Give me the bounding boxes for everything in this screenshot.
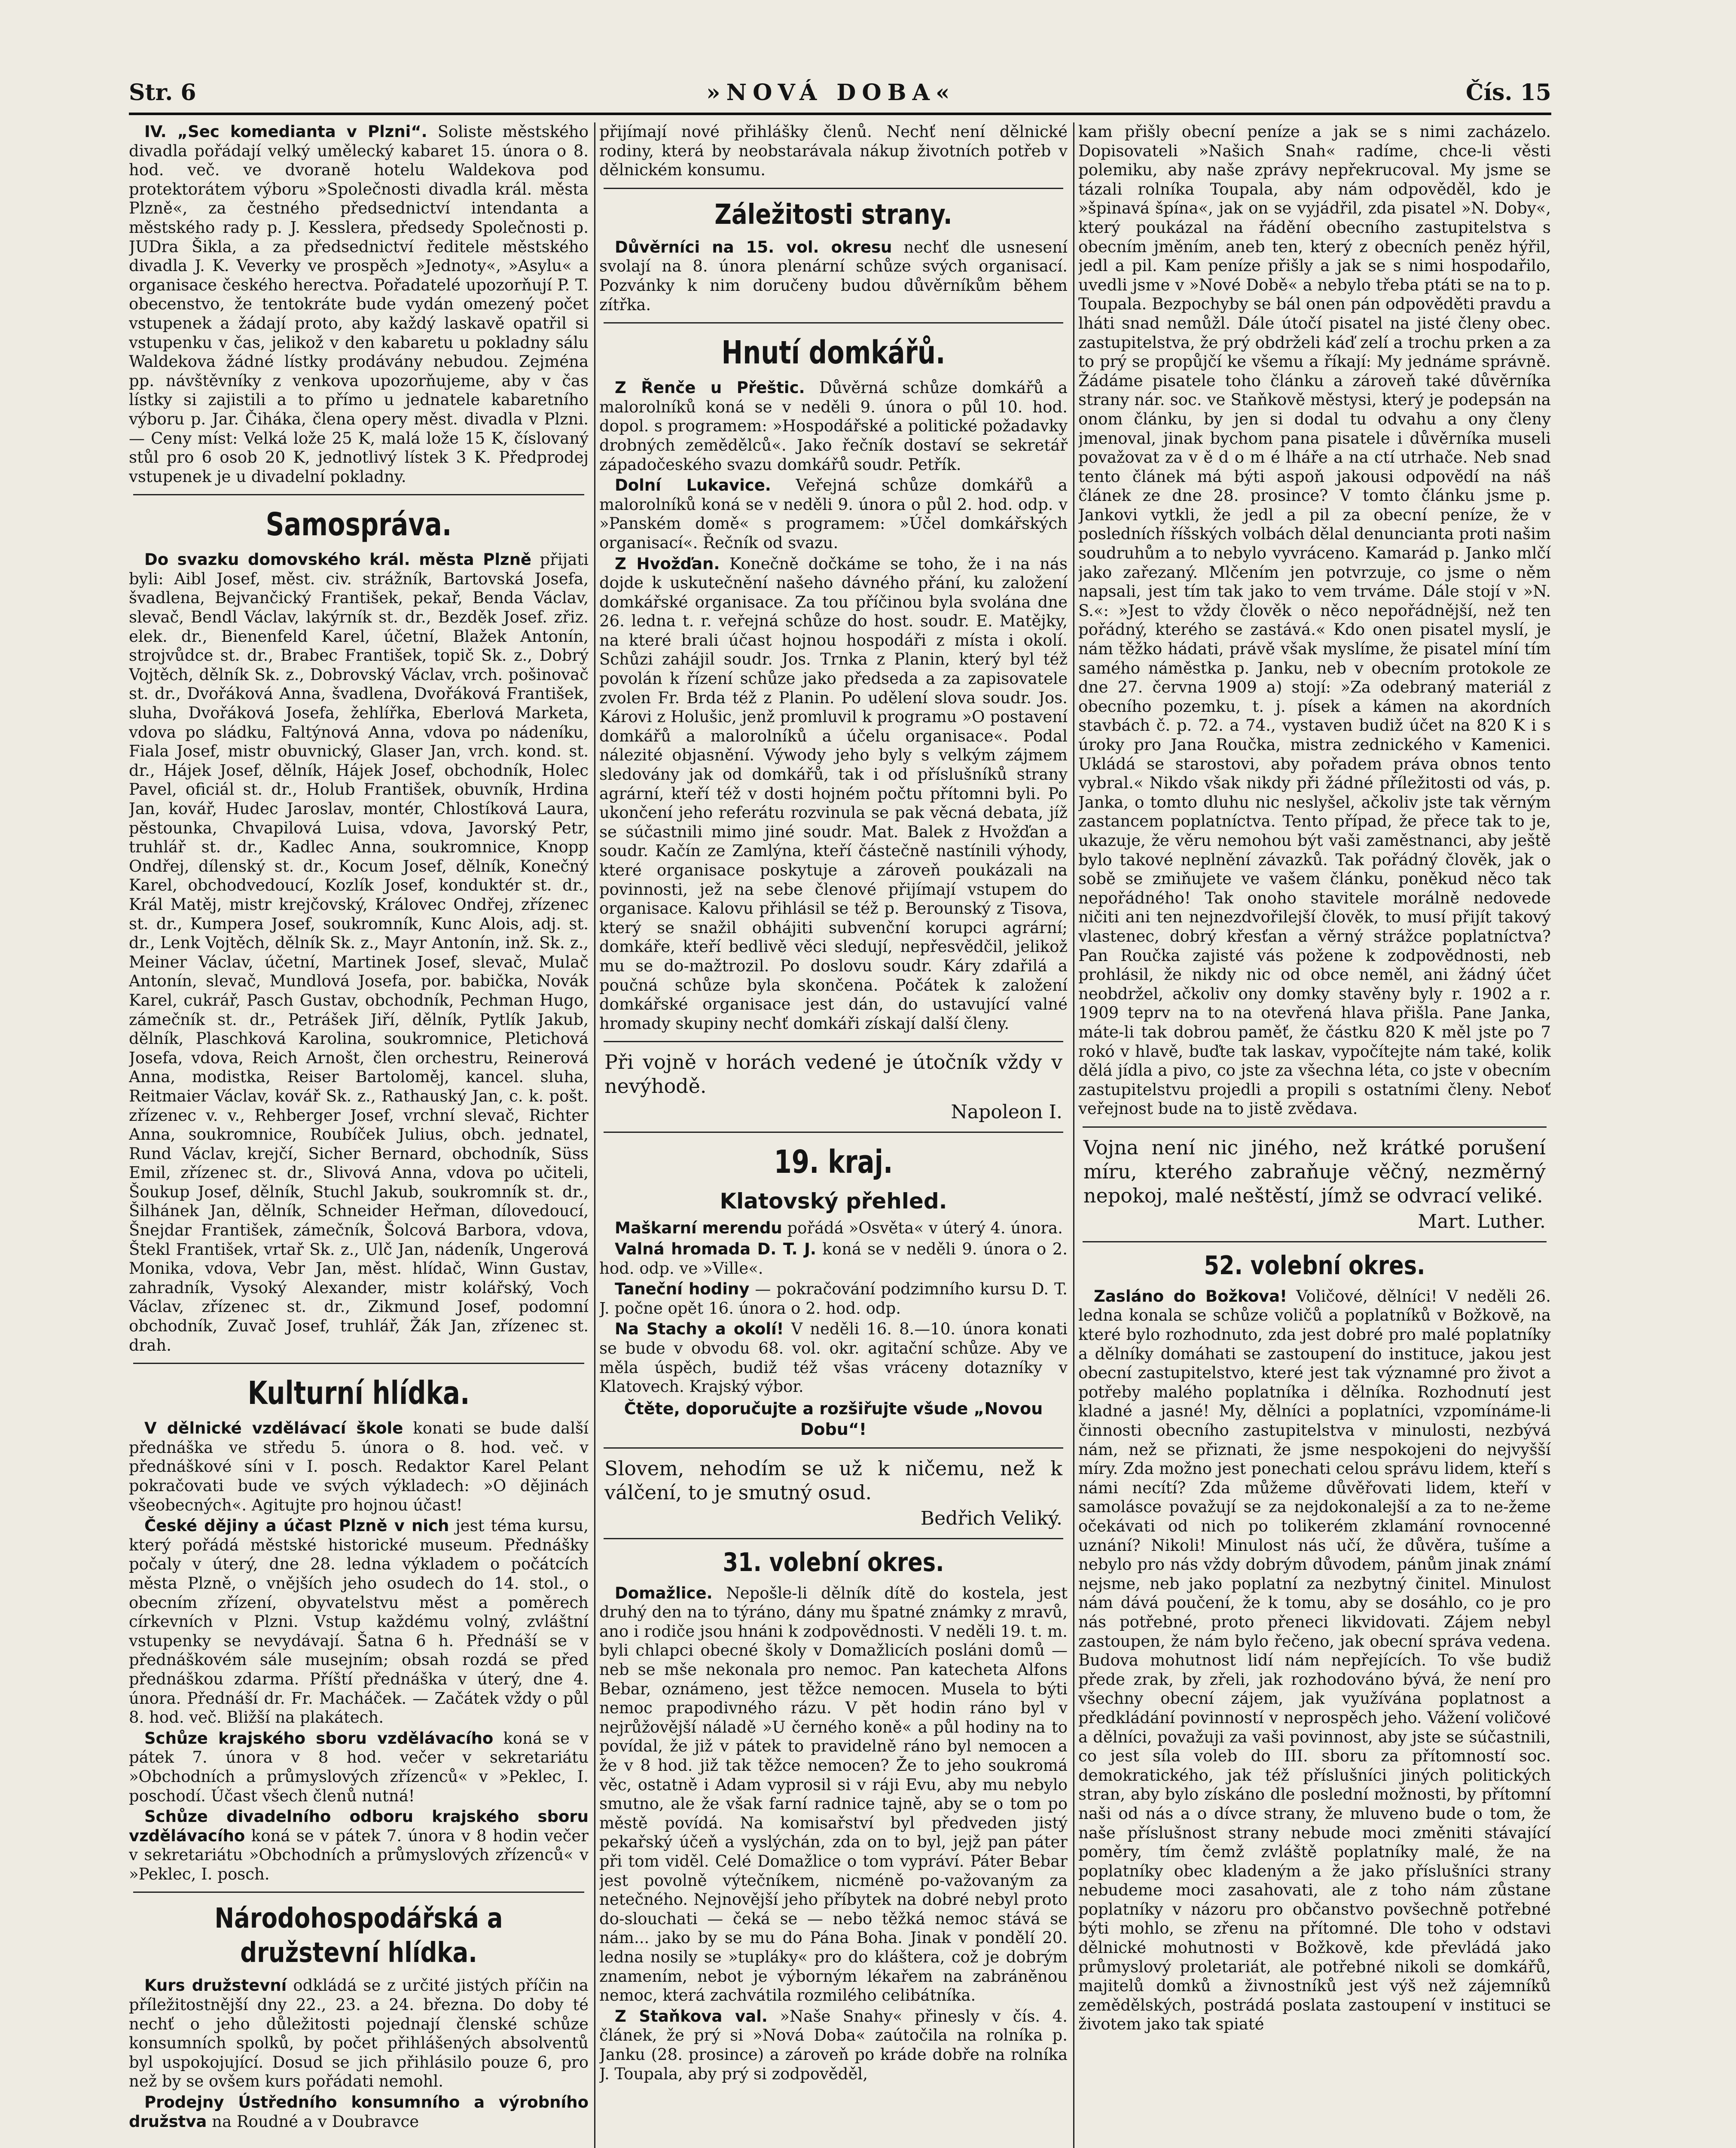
article-lead: Důvěrníci na 15. vol. okresu xyxy=(615,238,892,256)
divider xyxy=(604,1132,1063,1133)
quote-napoleon: Při vojně v horách vedené je útočník vždy v nevýhodě. xyxy=(604,1050,1062,1098)
article-lead: Z Hvožďan. xyxy=(615,554,720,573)
article-lead: Dolní Lukavice. xyxy=(615,476,771,495)
article-lead: IV. „Sec komedianta v Plzni“. xyxy=(144,122,427,141)
article-trustees xyxy=(599,238,1068,314)
article-body: Nepošle-li dělník dítě do kostela, jest druhý den na to týráno, dány mu špatné známky z mravů, ano i rodiče jsou hnáni k zodpovědnosti. V neděli 19. t. m. byli chlapci obecné školy v Domažlicích posláni domů — neb se mše nekonala pro nemoc. Pan katecheta Alfons Bebar, oznámeno, jest těžce nemocen. Musela to býti nemoc prapodivného rázu. V pět hodin ráno byl v nejrůžovější náladě »U černého koně« a půl hodiny na to povídal, že již v pátek to pravidelně ráno byl nemocen a že v 8 hod. již tak těžce nemocen? Že to jeho soukromá věc, ostatně i Adam vyprosil si v ráji Evu, aby mu nebylo smutno, ale že však farní radnice tajně, aby se o tom po městě povídá. Na komisařství byl předveden jistý pekařský účeň a vyslýchán, zda on to byl, jejž pan páter při tom viděl. Celé Domažlice o tom vypráví. Páter Bebar jest povolně výtečníkem, nicméně po-važovaným za netečného. Nejnovější jeho příbytek na dobré nebyl proto do-slouchati — čeká se — nebo těžká nemoc stává se nám... jako by se mu do Pána Boha. Jinak v pondělí 20. ledna nosily se »tupláky« pro do kláštera, což je dobrým znamením, nebot je výborným lékařem na zabráněnou nemoc, která zachvátila rozmilého celibátníka. xyxy=(599,1584,1068,2005)
column-rule-1 xyxy=(594,122,595,2148)
quote-frederick: Slovem, nehodím se už k ničemu, než k válčení, to je smutný osud. xyxy=(604,1456,1062,1504)
article-continuation: kam přišly obecní peníze a jak se s nimi zacházelo. Dopisovateli »Našich Snah« radíme, chce-li věsti polemiku, aby naše zprávy nepřekrucoval. My jsme se tázali rolníka Toupala, aby nám odpověděl, kdo je »špinavá špína«, jak on se vyjádřil, zda pisatel »N. Doby«, který poukázal na řádění obecního zastupitelstva s obecním jměním, aneb ten, který z obecních peněz hýřil, jedl a pil. Kam peníze přišly a jak se s nimi hospodařilo, uvedli jsme v »Nové Době« a nebylo třeba ptáti se na to p. Toupala. Bezpochyby se bál onen pán odpověděti pravdu a lháti snad nemůžl. Dále útočí pisatel na jisté členy obec. zastupitelstva, že prý obdrželi káď zelí a trochu prken a za to prý se propůjčí ke všemu a říkají: My jednáme správně. Žádáme pisatele toho článku a zároveň také důvěrníka strany nár. soc. ve Staňkově městysi, který je podepsán na onom článku, by jen si dodal tu odvahu a ony členy jmenoval, jinak bychom pana pisatele i důvěrníka museli považovat za v ě d o m é lháře a na ctí utrhače. Neb snad tento článek má býti aspoň jakousi odpovědí na náš článek ze dne 28. prosince? V tomto článku jsme p. Jankovi vytkli, že jedl a pil za obecní peníze, že v posledních říšských volbách dělal denuncianta proti našim soudruhům a to nebylo vyvráceno. Kamarád p. Janko mlčí jako zařezaný. Mlčením jen potvrzuje, co jsme o něm napsali, jest tím tak jako to vem trváme. Dále stojí v »N. S.«: »Jest to vždy člověk o něco nepořádnější, než ten pořádný, kterého se zastává.« Kdo onen pisatel myslí, je nám těžko hádati, právě však myslíme, že pisatel míní tím samého náměstka p. Janku, neb v obecním protokole ze dne 27. června 1909 a) stojí: »Za odebraný materiál z obecního pozemku, t. j. písek a kámen na akordních stavbách č. p. 72. a 74., vystaven budiž účet na 820 K i s úroky pro Jana Roučka, mistra zednického v Kamenici. Ukládá se starostovi, aby pořadem práva obnos tento vybral.« Nikdo však nikdy při žádné příležitosti od vás, p. Janka, o tomto dluhu nic neslyšel, ačkoliv jste tak věrným zastancem poplatníctva. Tento případ, že přece tak to je, ukazuje, že věru nemohou být vaši zaměstnanci, aby ještě bylo takové neplnění závazků. Tak pořádný člověk, jak o sobě se zmiňujete ve vašem článku, poněkud něco tak nepořádného! Tak onoho stavitele morálně nedovede ničiti ani ten nejnezdvořilejší člověk, to musí přijít takový vlastenec, dobrý křesťan a věrný strážce poplatníctva? Pan Roučka zajisté vás požene k zodpovědnosti, neb prohlásil, že nikdy nic od obce neměl, ani žádný účet neobdržel, ačkoliv ony domky stavěny byly r. 1902 a r. 1909 teprv na to na otevřená hlava přišla. Pane Janka, máte-li tak dobrou paměť, že částku 820 K měl jste po 7 rokó v hlavě, buďte tak laskav, vypočítejte nám také, kolik dělá jídla a pivo, co jste za všechna léta, co jste v obecním zastupitelstvu projedli a propili s ostatními členy. Neboť veřejnost bude na to jistě zvědava. xyxy=(1078,122,1551,1118)
article-lead: Domažlice. xyxy=(615,1584,713,1602)
article-continuation: přijímají nové přihlášky členů. Nechť není dělnické rodiny, která by neobstarávala nákup životních potřeb v dělnickém konsumu. xyxy=(599,122,1068,180)
article-lead: Kurs družstevní xyxy=(144,1976,287,1995)
article-merenda xyxy=(599,1219,1068,1238)
article-lead: Prodejny Ústředního konsumního a výrobního družstva xyxy=(129,2093,589,2131)
article-stachy xyxy=(599,1320,1068,1396)
quote-author: Napoleon I. xyxy=(951,1101,1062,1123)
article-body: koná se v pátek 7. února v 8 hod. večer v sekretariátu »Obchodních a průmyslových zřízenců« v »Peklec, I. poschodí. Účast všech členů nutná! xyxy=(129,1729,589,1805)
section-heading-narodohosp: Národohospodářská a družstevní hlídka. xyxy=(214,1903,503,1969)
article-renc xyxy=(599,378,1068,474)
divider xyxy=(604,322,1063,323)
call-to-readers: Čtěte, doporučujte a rozšiřujte všude „Novou Dobu“! xyxy=(624,1399,1043,1439)
article-body: odkládá se z určité jistých příčin na příležitostnější dny 22., 23. a 24. března. Do doby té nechť o jeho důležitosti pojednají členské schůze konsumních spolků, by počet přihlášených absolventů byl uspokojující. Dosud se jich přihlásilo pouze 6, pro než by se ovšem kurs pořádati nemohl. xyxy=(129,1976,589,2091)
article-dance xyxy=(599,1280,1068,1318)
divider xyxy=(604,188,1063,189)
newspaper-title: »NOVÁ DOBA« xyxy=(706,79,956,106)
quote-author: Bedřich Veliký. xyxy=(920,1507,1062,1529)
article-lead: Z Řenče u Přeštic. xyxy=(615,378,805,397)
section-subheading-klatovy: Klatovský přehled. xyxy=(720,1189,947,1214)
article-history xyxy=(129,1516,589,1727)
article-body: nechť dle usnesení svolají na 8. února plenární schůze svých organisací. Pozvánky k nim doručeny budou důvěrníkům během zítřka. xyxy=(599,238,1068,314)
quote-author: Mart. Luther. xyxy=(1418,1210,1546,1233)
article-stankov xyxy=(599,2007,1068,2084)
article-board-meeting xyxy=(129,1729,589,1806)
article-body: »Naše Snahy« přinesly v čís. 4. článek, že prý si »Nová Doba« zaútočila na rolníka p. Janku (28. prosince) a zároveň po kráde dobře na rolníka J. Toupala, aby prý si zodpověděl, xyxy=(599,2007,1068,2083)
section-heading-kulturni: Kulturní hlídka. xyxy=(247,1375,470,1412)
article-lead: Na Stachy a okolí! xyxy=(615,1320,784,1339)
article-body: koná se v neděli 9. února o 2. hod. odp. ve »Ville«. xyxy=(599,1239,1068,1278)
divider xyxy=(1083,1126,1547,1128)
article-valna xyxy=(599,1240,1068,1278)
article-cabaret xyxy=(129,122,589,486)
article-hvozdany xyxy=(599,555,1068,1034)
section-heading-kraj: 19. kraj. xyxy=(774,1144,893,1181)
article-lead: Do svazku domovského král. města Plzně xyxy=(144,550,532,569)
article-lead: Zasláno do Božkova! xyxy=(1094,1287,1287,1306)
article-domazlice xyxy=(599,1584,1068,2005)
article-lead: Schůze divadelního odboru krajského sboru vzdělávacího xyxy=(129,1807,589,1845)
article-lead: V dělnické vzdělávací škole xyxy=(144,1419,403,1438)
article-lead: České dějiny a účast Plzně v nich xyxy=(144,1516,449,1535)
quote-luther: Vojna není nic jiného, než krátké porušení míru, kterého zabraňuje věčný, nezměrný nepokoj, malé neštěstí, jímž se odvrací veliké. xyxy=(1083,1135,1546,1207)
divider xyxy=(604,1447,1063,1449)
article-body: Voličové, dělníci! V neděli 26. ledna konala se schůze voličů a poplatníků v Božkově, na které bylo rozhodnuto, zda jest dobré pro malé poplatníky a dělníky domáhati se zastoupení do instituce, jakou jest obecní zastupitelstvo, které jest tak významné pro život a potřeby malého poplatníka i dělníka. Rozhodnutí jest kladné a jasné! My, dělníci a poplatníci, vzpomínáme-li činnosti obecního zastupitelstva v minulosti, nezbývá nám, než se přiznati, že jsme nespokojeni do nejvyšší míry. Zda možno jest ponechati celou správu lidem, kteří s námi necítí? Zda můžeme důvěřovati lidem, kteří v samolásce považují se za nejdokonalejší a za to ne-žeme očekávati od nich po tolikerém zklamání rovnocenné uznání? Nikoli! Minulost nás učí, že důvěra, tušíme a nebylo pro nás vždy dobrým důvodem, pánům jinak známí nejsme, neb jako poplatní za nezbytný činitel. Minulost nám dává poučení, že k tomu, aby se dosáhlo, co je pro nás potřebné, proto přeneci likvidovati. Zájem nebyl zastoupen, že nám bylo řečeno, jak obecní správa vedena. Budova mohutnost lidí nám nepřejících. To vše budiž přede zrak, by zřeli, jak rozhodováno bývá, že není pro všechny obecní zájem, jak využívána poplatnost a předkládání povinností v neprospěch jeho. Vážení voličové a dělníci, považuji za vaši povinnost, aby jste se súčastnili, co jest síla voleb do III. sboru za přítomností soc. demokratického, jak též příslušníci jiných politických stran, aby bylo získáno dle poslední možnosti, by přítomní naši od nás a o dívce strany, že mluveno bude o tom, že naše příslušnost strany nebude moci změniti stávající poměry, tím čemž zvláště poplatníky malé, že na poplatníky obec kladeným a že jako příslušníci strany nebudeme moci zasahovati, ale z toho nám zůstane poplatníky v názoru pro občanstvo povšechně potřebné býti mohlo, se zřenu na přítomné. Dle toho v odstavi dělnické mohutnosti v Božkově, kde převládá jako průmyslový proletariát, ale potřebné nikoli se domkářů, majitelů domků a živnostníků jest výš než zájemníků zemědělských, postrádá poslata zastoupení v instituci se životem jako tak spiaté xyxy=(1078,1287,1551,2034)
divider xyxy=(133,1363,584,1364)
article-body: konati se bude další přednáška ve středu 5. února o 8. hod. več. v přednáškové síni v I. posch. Redaktor Karel Pelant pokračovati bude ve svých výkladech: »O dějinách všeobecných«. Agitujte pro hojnou účast! xyxy=(129,1419,589,1514)
article-domicile xyxy=(129,550,589,1355)
article-body: pořádá »Osvěta« v úterý 4. února. xyxy=(787,1219,1063,1238)
section-heading-31: 31. volební okres. xyxy=(723,1547,944,1577)
column-rule-2 xyxy=(1073,122,1074,2148)
article-theatre-meeting xyxy=(129,1807,589,1884)
section-heading-zalezitosti: Záležitosti strany. xyxy=(714,198,952,231)
article-lead: Schůze krajského sboru vzdělávacího xyxy=(144,1729,494,1748)
section-heading-samosprava: Samospráva. xyxy=(265,506,452,543)
article-lead: Taneční hodiny xyxy=(615,1280,750,1299)
masthead-rule xyxy=(129,113,1551,115)
article-body: na Roudné a v Doubravce xyxy=(212,2112,419,2131)
article-body: Konečně dočkáme se toho, že i na nás dojde k uskutečnění našeho dávného přání, ku založení domkářské organisace. Za tou příčinou byla svolána dne 26. ledna t. r. veřejná schůze do host. soudr. E. Matějky, na které brali účast hojnou hospodáři z místa i okolí. Schůzi zahájil soudr. Jos. Trnka z Planin, který byl též povolán k řízení schůze jako předseda a za zapisovatele zvolen Fr. Brda též z Planin. Po udělení slova soudr. Jos. Károvi z Holušic, jenž promluvil k programu »O postavení domkářů a malorolníků a účelu organisace«. Podal nálezité objasnění. Výwody jeho byly s velkým zájmem sledovány jak od domkářů, tak i od příslušníků strany agrární, kteří též v dosti hojném počtu přítomni byli. Po ukončení jeho referátu rozvinula se pak věcná debata, jíž se súčastnili mimo jiné soudr. Mat. Balek z Hvožďan a soudr. Kačín ze Zamlýna, kteří částečně nastínili výhody, které organisace poskytuje a zároveň poukázali na povinnosti, jež na sebe členové přijímají vstupem do organisace. Kalovu přihlásil se též p. Berounský z Tisova, který se snažil obhájiti subvenční korupci agrární; domkáře, kteří bedlivě věci sledují, nepřesvědčil, jelikož mu se do-mažtrozil. Po doslovu soudr. Káry zdařilá a poučná schůze byla skončena. Počátek k založení domkářské organisace jest dán, do ustavující valné hromady skupiny nechť domkáři získají další členy. xyxy=(599,554,1068,1033)
article-school xyxy=(129,1419,589,1515)
article-bozkov xyxy=(1078,1287,1551,2034)
article-shops xyxy=(129,2093,589,2131)
article-lead: Z Staňkova val. xyxy=(615,2007,768,2026)
divider xyxy=(604,1538,1063,1539)
article-body: Soliste městského divadla pořádají velký umělecký kabaret 15. února o 8. hod. več. ve dvoraně hotelu Waldekova pod protektorátem výboru »Společnosti divadla král. města Plzně«, za čestného předsednictví intendanta a městského rady p. J. Kesslera, předsedy Společnosti p. JUDra Šikla, a za předsednictví ředitele městského divadla J. K. Veverky ve prospěch »Jednoty«, »Asylu« a organisace českého herectva. Pořadatelé upozorňují P. T. obecenstvo, že tentokráte bude vydán omezený počet vstupenek a žádají proto, aby každý laskavě opatřil si vstupenku v čas, jelikož v den kabaretu u pokladny sálu Waldekova žádné lístky prodávány nebudou. Zejména pp. návštěvníky z venkova upozorňujeme, aby v čas lístky si zajistili a to přímo u jednatele kabaretního výboru p. Jar. Čiháka, člena opery měst. divadla v Plzni. — Ceny míst: Velká lože 25 K, malá lože 15 K, číslovaný stůl pro 6 osob 20 K, jednotlivý lístek 3 K. Předprodej vstupenek je u divadelní pokladny. xyxy=(129,122,589,486)
column-middle xyxy=(599,122,1068,2148)
section-heading-hnuti: Hnutí domkářů. xyxy=(721,334,946,372)
article-body: jest téma kursu, který pořádá městské historické museum. Přednášky počaly v úterý, dne 28. ledna výkladem o počátcích města Plzně, o vnějších jeho osudech do 14. stol., o obecním zřízení, obyvatelstvu měst a poměrech církevních v Plzni. Vstup každému volný, zvláštní vstupenky se nevydávají. Šatna 6 h. Přednáší se v přednáškovém sále musejním; obsah rozdá se před přednáškou zdarma. Příští přednáška v úterý, dne 4. února. Přednáší dr. Fr. Macháček. — Začátek vždy o půl 8. hod. več. Bližší na plakátech. xyxy=(129,1516,589,1727)
article-body: přijati byli: Aibl Josef, měst. civ. strážník, Bartovská Josefa, švadlena, Bejvančický František, pekař, Benda Václav, slevač, Bendl Václav, lakýrník st. dr., Bezděk Josef. zřiz. elek. dr., Bienenfeld Karel, účetní, Blažek Antonín, strojvůdce st. dr., Brabec František, topič Sk. z., Dobrý Vojtěch, dělník Sk. z., Dobrovský Václav, vrch. pošinovač st. dr., Dvořáková Anna, švadlena, Dvořáková František, sluha, Dvořáková Josefa, žehlířka, Eberlová Marketa, vdova po sládku, Faltýnová Anna, vdova po nádeníku, Fiala Josef, mistr obuvnický, Glaser Jan, vrch. kond. st. dr., Hájek Josef, dělník, Hájek Josef, obchodník, Holec Pavel, oficiál st. dr., Holub František, obuvník, Hrdina Jan, kovář, Hudec Jaroslav, montér, Chlostíková Laura, pěstounka, Chvapilová Luisa, vdova, Javorský Petr, truhlář st. dr., Kadlec Anna, soukromnice, Knopp Ondřej, dílenský st. dr., Kocum Josef, dělník, Konečný Karel, obchodvedoucí, Kozlík Josef, konduktér st. dr., Král Matěj, mistr krejčovský, Královec Ondřej, zřízenec st. dr., Kumpera Josef, soukromník, Kunc Alois, adj. st. dr., Lenk Vojtěch, dělník Sk. z., Mayr Antonín, inž. Sk. z., Meiner Václav, účetní, Martinek Josef, slevač, Mulač Antonín, slevač, Mundlová Josefa, por. babička, Novák Karel, cukrář, Pasch Gustav, obchodník, Pechman Hugo, zámečník st. dr., Petrášek Jiří, dělník, Pytlík Jakub, dělník, Plaschková Karolina, soukromnice, Pletichová Josefa, vdova, Reich Arnošt, člen orchestru, Reinerová Anna, modistka, Reiser Bartoloměj, kancel. sluha, Reitmaier Václav, kovář Sk. z., Rathauský Jan, c. k. pošt. zřízenec v. v., Rehberger Josef, vrchní slevač, Richter Anna, soukromnice, Roubíček Julius, obch. jednatel, Rund Václav, krejčí, Sicher Bernard, obchodník, Süss Emil, zřízenec st. dr., Slivová Anna, vdova po učiteli, Šoukup Josef, dělník, Stuchl Jakub, soukromník st. dr., Šilhánek Jan, dělník, Schneider Heřman, dílovedoucí, Šnejdar František, zámečník, Šolcová Barbora, vdova, Štekl František, vrtař Sk. z., Ulč Jan, nádeník, Ungerová Monika, vdova, Vebr Jan, měst. hlídač, Winn Gustav, zahradník, Vysoký Alexander, mistr kolářský, Voch Václav, zřízenec st. dr., Zikmund Josef, podomní obchodník, Zuvač Josef, truhlář, Žák Jan, zřízenec st. drah. xyxy=(129,550,589,1355)
article-body: V neděli 16. 8.—10. února konati se bude v obvodu 68. vol. okr. agitační schůze. Aby ve měla úspěch, budiž též všas vráceny dotazníky v Klatovech. Krajský výbor. xyxy=(599,1320,1068,1396)
page-number: Str. 6 xyxy=(129,79,196,106)
article-lead: Maškarní merendu xyxy=(615,1219,782,1238)
article-body: Veřejná schůze domkářů a malorolníků koná se v neděli 9. února o půl 2. hod. odp. v »Panském domě« s programem: »Účel domkářských organisací«. Řečník od svazu. xyxy=(599,476,1068,552)
divider xyxy=(133,494,584,495)
column-left xyxy=(129,122,589,2148)
article-lead: Valná hromada D. T. J. xyxy=(615,1239,816,1258)
article-coop-course xyxy=(129,1976,589,2091)
article-body: koná se v pátek 7. února v 8 hodin večer v sekretariátu »Obchodních a průmyslových zřízenců« v »Peklec, I. posch. xyxy=(129,1826,589,1883)
section-heading-52: 52. volební okres. xyxy=(1204,1250,1425,1281)
article-body: — pokračování podzimního kursu D. T. J. počne opět 16. února o 2. hod. odp. xyxy=(599,1280,1068,1318)
article-body: Důvěrná schůze domkářů a malorolníků koná se v neděli 9. února o půl 10. hod. dopol. s programem: »Hospodářské a politické požadavky drobných zemědělců«. Jako řečník dostaví se sekretář západočeského svazu domkářů soudr. Petřík. xyxy=(599,378,1068,474)
article-lukavice xyxy=(599,476,1068,552)
divider xyxy=(133,1892,584,1893)
divider xyxy=(604,1041,1063,1042)
column-right xyxy=(1078,122,1551,2148)
masthead xyxy=(129,73,1551,112)
issue-number: Čís. 15 xyxy=(1465,79,1551,106)
divider xyxy=(1083,1241,1547,1242)
